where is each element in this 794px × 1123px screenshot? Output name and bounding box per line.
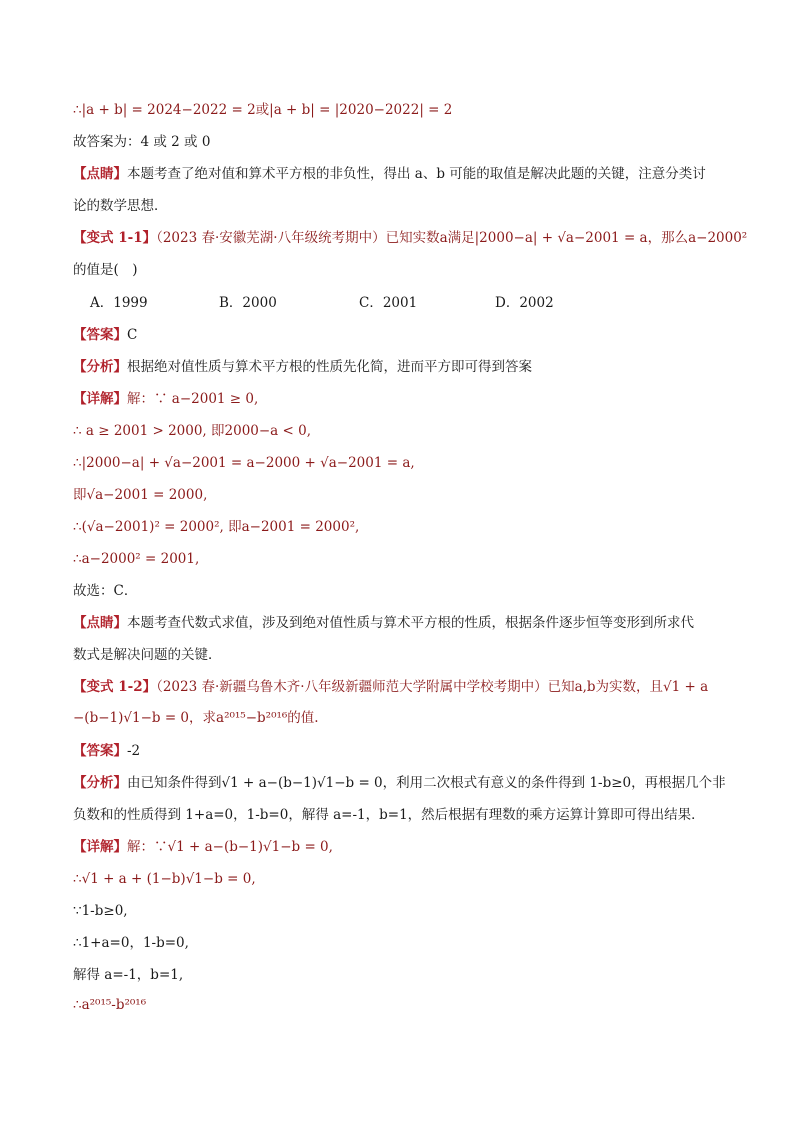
analysis-text: 根据绝对值性质与算术平方根的性质先化简，进而平方即可得到答案 [127, 359, 532, 375]
comment-tag: 【点睛】 [73, 166, 127, 182]
comment-line-1 [73, 164, 706, 184]
step-3: 即√a−2001 = 2000, [73, 487, 208, 503]
comment-text: 本题考查了绝对值和算术平方根的非负性，得出 a、b 可能的取值是解决此题的关键，注意分类讨 [127, 166, 706, 182]
detail-1 [73, 389, 258, 409]
step-2-5: ∴a²⁰¹⁵-b²⁰¹⁶ [73, 997, 147, 1013]
step-2-2: ∵1-b≥0, [73, 903, 128, 919]
variant-tag-2: 【变式 1-2】 [73, 679, 157, 695]
analysis-1 [73, 357, 532, 377]
comment-2-line-2: 数式是解决问题的关键． [73, 647, 222, 663]
answer-tag-2: 【答案】 [73, 743, 127, 759]
comment-tag-2: 【点睛】 [73, 615, 127, 631]
variant-1-1-question-cont: 的值是( ) [73, 262, 138, 278]
comment-2-line-1 [73, 613, 694, 633]
step-6: 故选：C． [73, 583, 138, 599]
analysis-tag: 【分析】 [73, 359, 127, 375]
option-c: C．2001 [359, 295, 418, 311]
variant-question-text: （2023 春·安徽芜湖·八年级统考期中）已知实数a满足|2000−a| + √a−2001 = a，那么a−2000² [156, 230, 748, 246]
option-d: D．2002 [495, 295, 554, 311]
variant-question-text-2: （2023 春·新疆乌鲁木齐·八年级新疆师范大学附属中学校考期中）已知a,b为实数，且√1 + a [156, 679, 709, 695]
line-abs-result [73, 100, 452, 120]
detail-text-2: 解：∵√1 + a−(b−1)√1−b = 0, [127, 839, 333, 855]
math-expression: ∴|a + b| = 2024−2022 = 2或|a + b| = |2020−2022| = 2 [73, 102, 453, 118]
step-2-3: ∴1+a=0，1-b=0, [73, 935, 189, 951]
answer-tag: 【答案】 [73, 327, 127, 343]
detail-tag: 【详解】 [73, 391, 127, 407]
analysis-2 [73, 773, 726, 793]
answer-value-2: -2 [127, 743, 141, 759]
comment-text-2: 本题考查代数式求值，涉及到绝对值性质与算术平方根的性质，根据条件逐步恒等变形到所求代 [127, 615, 694, 631]
option-b: B．2000 [219, 295, 277, 311]
step-4: ∴(√a−2001)² = 2000², 即a−2001 = 2000², [73, 519, 360, 535]
detail-text: 解：∵ a−2001 ≥ 0, [127, 391, 259, 407]
variant-1-2-question-cont: −(b−1)√1−b = 0，求a²⁰¹⁵−b²⁰¹⁶的值. [73, 710, 319, 726]
variant-1-1-question [73, 228, 747, 248]
analysis-text-2: 由已知条件得到√1 + a−(b−1)√1−b = 0，利用二次根式有意义的条件得到 1-b≥0，再根据几个非 [127, 775, 726, 791]
step-2-4: 解得 a=-1，b=1, [73, 967, 184, 983]
step-2-1: ∴√1 + a + (1−b)√1−b = 0, [73, 871, 256, 887]
analysis-tag-2: 【分析】 [73, 775, 127, 791]
comment-line-2: 论的数学思想． [73, 198, 168, 214]
detail-2 [73, 837, 333, 857]
detail-tag-2: 【详解】 [73, 839, 127, 855]
step-1: ∴ a ≥ 2001 > 2000, 即2000−a < 0, [73, 423, 312, 439]
answer-1 [73, 325, 137, 345]
options-row [90, 293, 554, 313]
variant-1-2-question [73, 677, 708, 697]
option-a: A．1999 [90, 295, 148, 311]
answer-2 [73, 741, 140, 761]
step-2: ∴|2000−a| + √a−2001 = a−2000 + √a−2001 = a, [73, 455, 415, 471]
step-5: ∴a−2000² = 2001, [73, 551, 200, 567]
variant-tag: 【变式 1-1】 [73, 230, 157, 246]
analysis-2-cont: 负数和的性质得到 1+a=0，1-b=0，解得 a=-1，b=1，然后根据有理数的乘方运算计算即可得出结果． [73, 807, 705, 823]
answer-line: 故答案为：4 或 2 或 0 [73, 134, 211, 150]
answer-value: C [127, 327, 138, 343]
